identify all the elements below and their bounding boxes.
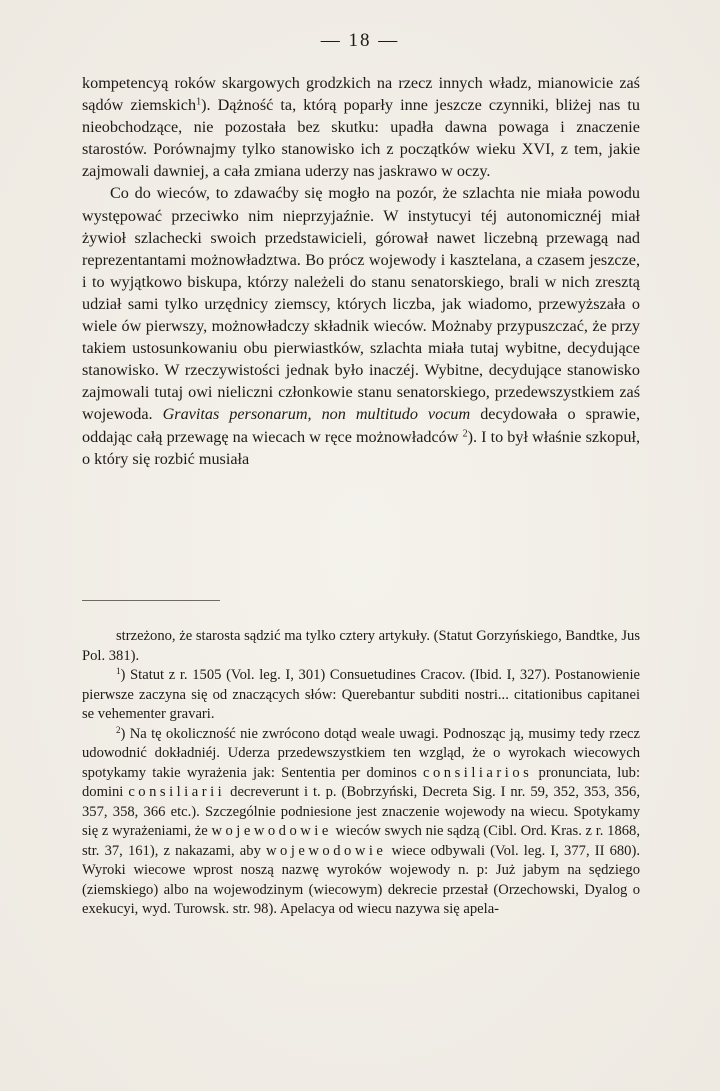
paragraph-2-text-b: decydowała o sprawie, oddając całą przewagę na wiecach w ręce możnowładców xyxy=(82,405,640,446)
footnote-2-text-d: wieców swych nie sądzą (Cibl. Ord. Kras. z r. 1868, str. 37, 161), z nakazami, aby xyxy=(82,823,640,859)
footnote-2-text-b: pronunciata, lub: domini xyxy=(82,764,641,800)
paragraph-1-rest: ). Dążność ta, którą poparły inne jeszcze czynniki, bliżej nas tu nieobchodzące, nie pozostała bez skutku: upadła dawna powaga i znaczenie starostów. Porównajmy tylko stanowisko ich z początków wieku XVI, z tem, jakie zajmowali dawniej, a cała zmiana uderzy nas jaskrawo w oczy. xyxy=(82,96,640,181)
footnote-2-text-e: wiece odbywali (Vol. leg. I, 377, II 680). Wyroki wiecowe wprost noszą nazwę wyroków wojewody n. p: Już jabym na sędziego (ziemskiego) albo na wojewodzinym (wiecowym) dekrecie przestał (Orzechowski, Dyalog o exekucyi, wyd. Turowsk. str. 98). Apelacya od wiecu nazywa się apela- xyxy=(82,842,640,917)
footnote-2-text-a: ) Na tę okoliczność nie zwrócono dotąd weale uwagi. Podnosząc ją, musimy tedy rzecz udowodnić dokładniéj. Uderza przedewszystkiem ten wzgląd, że o wyrokach wiecowych spotykamy takie wyrażenia jak: Sententia per dominos xyxy=(82,725,640,781)
footnote-2-text-c: decreverunt i t. p. (Bobrzyński, Decreta Sig. I nr. 59, 352, 353, 356, 357, 358, 366 etc.). Szczególnie podniesione jest znaczenie wojewody na wiecu. Spotykamy się z wyrażeniami, że xyxy=(82,784,641,839)
paragraph-2-text-c: ). I to był właśnie szkopuł, o który się rozbić musiała xyxy=(82,427,640,468)
main-text xyxy=(82,72,640,470)
page-number: — 18 — xyxy=(320,30,400,51)
footnote-2-spaced-2: consiliarii xyxy=(128,784,226,800)
latin-quote: Gravitas personarum, non multitudo vocum xyxy=(162,405,471,424)
footnote-2-spaced-4: wojewodowie xyxy=(266,842,387,859)
footnote-continuation: strzeżono, że starosta sądzić ma tylko cztery artykuły. (Statut Gorzyńskiego, Bandtke, Jus Pol. 381). xyxy=(82,628,640,664)
footnote-divider xyxy=(82,600,220,601)
paragraph-2-text-a: Co do wieców, to zdawaćby się mogło na pozór, że szlachta nie miała powodu występować przeciwko nim nieprzyjaźnie. W instytucyi téj autonomicznéj miał żywioł szlachecki swoich przedstawicieli, górował nawet liczebną przewagą nad reprezentantami możnowładztwa. Bo prócz wojewody i kasztelana, a czasem jeszcze, i to wyjątkowo biskupa, którzy należeli do stanu senatorskiego, brali w nich zresztą udział sami tylko urzędnicy ziemscy, których liczba, jak wiadomo, przewyższała o wiele ów pierwszy, możnowładczy składnik wieców. Możnaby przypuszczać, że przy takiem ustosunkowaniu obu pierwiastków, szlachta miała tutaj wybitne, decydujące stanowisko. W rzeczywistości jednak było inaczéj. Wybitne, decydujące stanowisko zajmowali tutaj owi nieliczni członkowie stanu senatorskiego, przedewszystkiem zaś wojewoda. xyxy=(82,184,640,424)
paragraph-2 xyxy=(82,182,640,469)
paragraph-1 xyxy=(82,72,640,182)
footnote-1 xyxy=(82,666,640,725)
footnote-1-text: ) Statut z r. 1505 (Vol. leg. I, 301) Consuetudines Cracov. (Ibid. I, 327). Postanowienie pierwsze zaczyna się od znaczących słów: Querebantur subditi nostri... citationibus capitanei se vehementer gravari. xyxy=(82,667,640,722)
footnote-1-mark: 1 xyxy=(116,666,121,677)
footnote-ref-1: 1 xyxy=(196,96,202,108)
footnote-2 xyxy=(82,725,640,920)
footnote-2-mark: 2 xyxy=(116,724,121,735)
footnote-2-spaced-3: wojewodowie xyxy=(211,823,332,839)
footnotes xyxy=(82,627,640,920)
paragraph-1-text: kompetencyą roków skargowych grodzkich na rzecz innych władz, mianowicie zaś sądów ziemskich xyxy=(82,74,640,115)
footnote-2-spaced-1: consiliarios xyxy=(423,764,533,781)
footnote-ref-2: 2 xyxy=(462,427,468,439)
